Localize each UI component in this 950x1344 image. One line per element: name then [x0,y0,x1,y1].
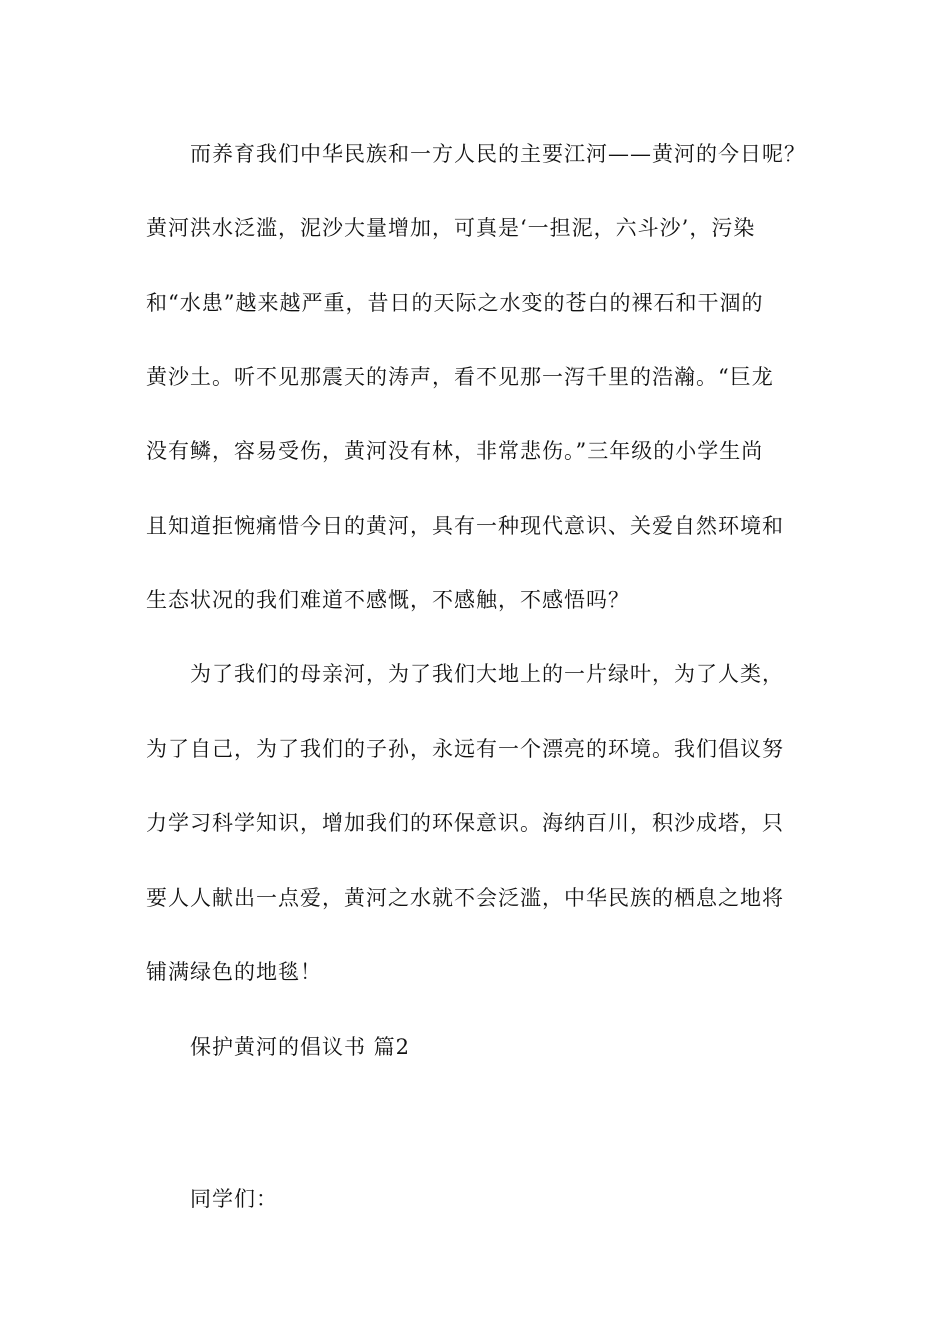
paragraph-1-line-7: 生态状况的我们难道不感慨，不感触，不感悟吗？ [146,588,630,612]
salutation: 同学们： [190,1187,278,1211]
section-title: 保护黄河的倡议书 篇2 [190,1035,411,1059]
paragraph-2-line-1: 为了我们的母亲河，为了我们大地上的一片绿叶，为了人类， [190,662,784,686]
paragraph-1-line-3: 和“水患”越来越严重，昔日的天际之水变的苍白的裸石和干涸的 [146,291,764,315]
paragraph-2-line-2: 为了自己，为了我们的子孙，永远有一个漂亮的环境。我们倡议努 [146,737,784,761]
paragraph-2-line-5: 铺满绿色的地毯！ [146,960,322,984]
paragraph-1-line-2: 黄河洪水泛滥，泥沙大量增加，可真是‘一担泥，六斗沙’，污染 [146,216,756,240]
paragraph-1-line-1: 而养育我们中华民族和一方人民的主要江河——黄河的今日呢？ [190,142,806,166]
paragraph-2-line-3: 力学习科学知识，增加我们的环保意识。海纳百川，积沙成塔，只 [146,811,784,835]
paragraph-1-line-5: 没有鳞，容易受伤，黄河没有林，非常悲伤。”三年级的小学生尚 [146,439,764,463]
paragraph-2-line-4: 要人人献出一点爱，黄河之水就不会泛滥，中华民族的栖息之地将 [146,886,784,910]
paragraph-1-line-4: 黄沙土。听不见那震天的涛声，看不见那一泻千里的浩瀚。“巨龙 [146,365,774,389]
paragraph-1-line-6: 且知道拒惋痛惜今日的黄河，具有一种现代意识、关爱自然环境和 [146,514,784,538]
